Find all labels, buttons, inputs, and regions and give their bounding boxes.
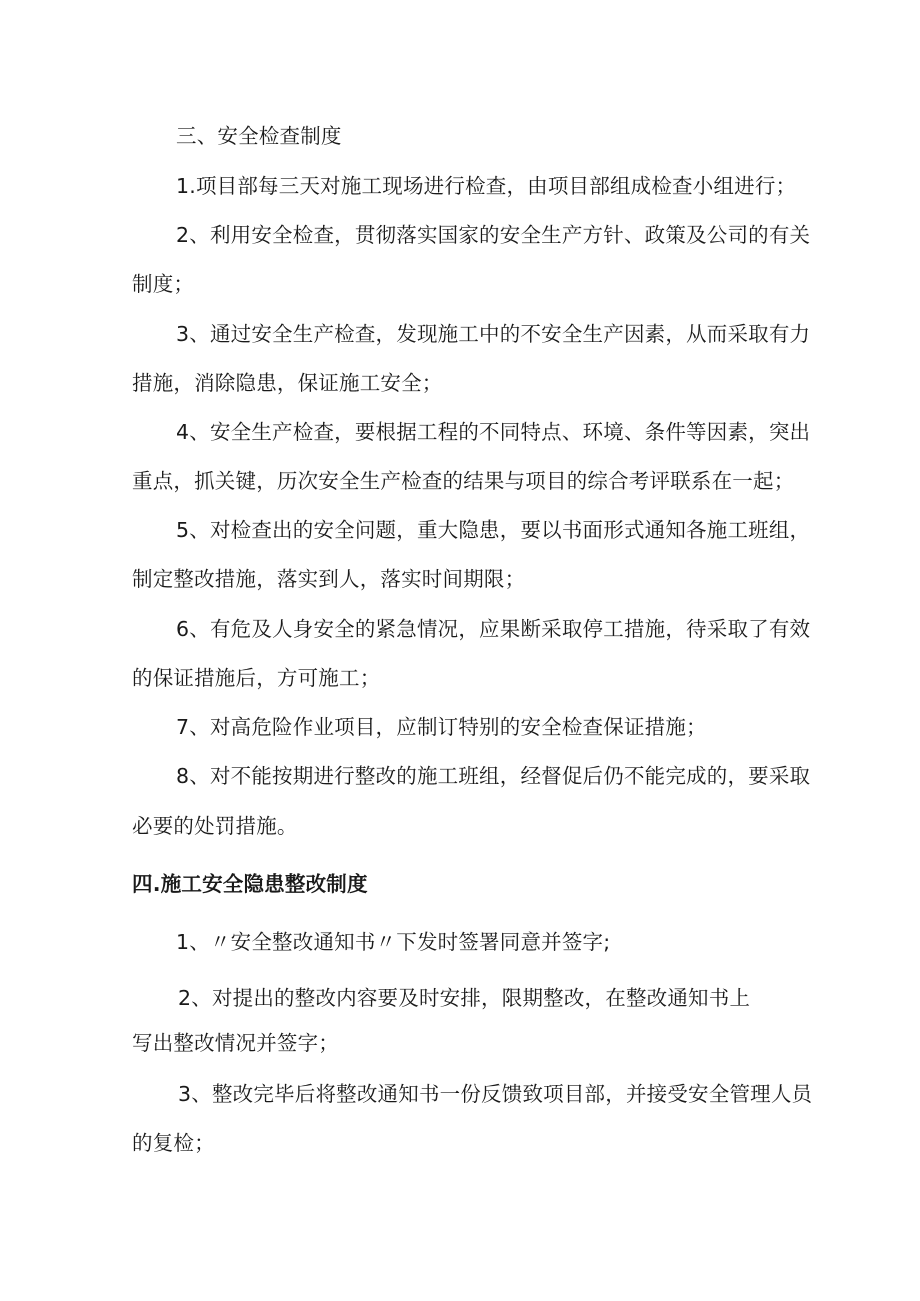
section-3-item-5-line-1: 5、对检查出的安全问题，重大隐患，要以书面形式通知各施工班组， [176, 518, 811, 542]
section-3-item-6-line-2: 的保证措施后，方可施工； [132, 666, 381, 690]
section-3-heading: 三、安全检查制度 [176, 124, 342, 148]
section-3-item-4-line-1: 4、安全生产检查，要根据工程的不同特点、环境、条件等因素，突出 [176, 420, 811, 444]
section-3-item-8-line-1: 8、对不能按期进行整改的施工班组，经督促后仍不能完成的，要采取 [176, 764, 811, 788]
section-4-item-2-line-1: 2、对提出的整改内容要及时安排，限期整改，在整改通知书上 [178, 986, 751, 1010]
section-3-item-6-line-1: 6、有危及人身安全的紧急情况，应果断采取停工措施，待采取了有效 [176, 617, 811, 641]
section-3-item-2-line-1: 2、利用安全检查，贯彻落实国家的安全生产方针、政策及公司的有关 [176, 223, 811, 247]
section-3-item-3-line-2: 措施，消除隐患，保证施工安全； [132, 371, 443, 395]
section-3-item-3-line-1: 3、通过安全生产检查，发现施工中的不安全生产因素，从而采取有力 [176, 322, 811, 346]
section-4-heading: 四.施工安全隐患整改制度 [132, 872, 368, 896]
section-3-item-5-line-2: 制定整改措施，落实到人，落实时间期限； [132, 567, 526, 591]
section-3-item-2-line-2: 制度； [132, 272, 195, 296]
section-4-item-3-line-1: 3、整改完毕后将整改通知书一份反馈致项目部，并接受安全管理人员 [178, 1082, 813, 1106]
section-3-item-8-line-2: 必要的处罚措施。 [132, 814, 298, 838]
section-3-item-4-line-2: 重点，抓关键，历次安全生产检查的结果与项目的综合考评联系在一起； [132, 469, 795, 493]
section-3-item-7-line-1: 7、对高危险作业项目，应制订特别的安全检查保证措施； [176, 715, 707, 739]
section-4-item-3-line-2: 的复检； [132, 1131, 215, 1155]
section-4-item-1-line-1: 1、〃安全整改通知书〃下发时签署同意并签字; [176, 930, 611, 954]
section-4-item-2-line-2: 写出整改情况并签字； [132, 1031, 339, 1055]
section-3-item-1-line-1: 1.项目部每三天对施工现场进行检查，由项目部组成检查小组进行； [176, 174, 797, 198]
